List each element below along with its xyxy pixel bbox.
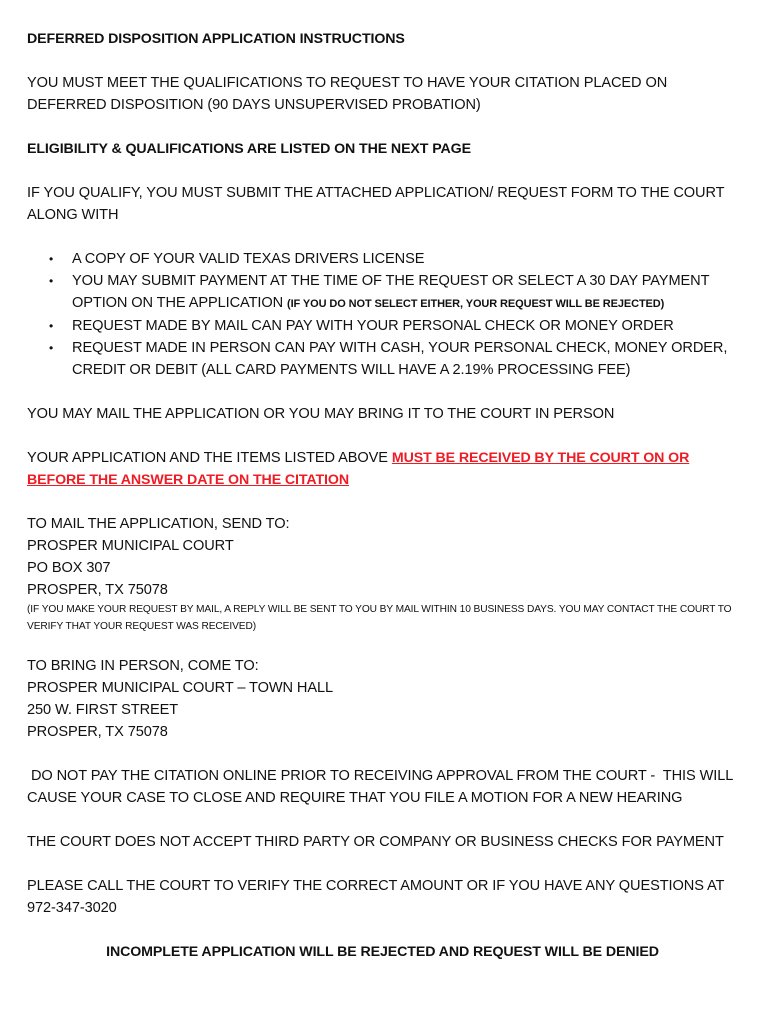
list-item-text: A COPY OF YOUR VALID TEXAS DRIVERS LICENSE <box>72 251 425 267</box>
mail-address-block <box>27 513 747 601</box>
final-warning: INCOMPLETE APPLICATION WILL BE REJECTED AND REQUEST WILL BE DENIED <box>106 944 659 960</box>
call-paragraph: PLEASE CALL THE COURT TO VERIFY THE CORRECT AMOUNT OR IF YOU HAVE ANY QUESTIONS AT 972-347-3020 <box>27 878 725 916</box>
deadline-emphasis: MUST BE RECEIVED BY THE COURT ON OR BEFORE THE ANSWER DATE ON THE CITATION <box>27 450 690 488</box>
bullet-icon: • <box>49 341 54 355</box>
mail-note: (IF YOU MAKE YOUR REQUEST BY MAIL, A REPLY WILL BE SENT TO YOU BY MAIL WITHIN 10 BUSINESS DAYS. YOU MAY CONTACT THE COURT TO VERIFY THAT YOUR REQUEST WAS RECEIVED) <box>27 604 732 632</box>
document-title: DEFERRED DISPOSITION APPLICATION INSTRUCTIONS <box>27 31 405 47</box>
bullet-icon: • <box>49 319 54 333</box>
deadline-text: YOUR APPLICATION AND THE ITEMS LISTED ABOVE <box>27 450 392 466</box>
in-person-address-line: PROSPER MUNICIPAL COURT – TOWN HALL <box>27 680 334 696</box>
list-item <box>49 270 747 315</box>
do-not-pay-paragraph: DO NOT PAY THE CITATION ONLINE PRIOR TO RECEIVING APPROVAL FROM THE COURT - THIS WILL CAUSE YOUR CASE TO CLOSE AND REQUIRE THAT YOU FILE A MOTION FOR A NEW HEARING <box>27 768 737 806</box>
rejection-note: (IF YOU DO NOT SELECT EITHER, YOUR REQUEST WILL BE REJECTED) <box>287 298 665 310</box>
list-item <box>49 248 747 270</box>
list-item <box>49 315 747 337</box>
document-page <box>27 28 747 963</box>
mail-or-person-paragraph: YOU MAY MAIL THE APPLICATION OR YOU MAY BRING IT TO THE COURT IN PERSON <box>27 406 615 422</box>
in-person-address-block <box>27 655 747 743</box>
bullet-icon: • <box>49 252 54 266</box>
mail-heading: TO MAIL THE APPLICATION, SEND TO: <box>27 516 290 532</box>
intro-paragraph: YOU MUST MEET THE QUALIFICATIONS TO REQUEST TO HAVE YOUR CITATION PLACED ON DEFERRED DISPOSITION (90 DAYS UNSUPERVISED PROBATION) <box>27 75 668 113</box>
requirements-list <box>27 248 747 381</box>
mail-address-line: PROSPER MUNICIPAL COURT <box>27 538 234 554</box>
eligibility-note: ELIGIBILITY & QUALIFICATIONS ARE LISTED ON THE NEXT PAGE <box>27 141 471 157</box>
deadline-paragraph <box>27 447 747 491</box>
no-third-party-paragraph: THE COURT DOES NOT ACCEPT THIRD PARTY OR COMPANY OR BUSINESS CHECKS FOR PAYMENT <box>27 834 724 850</box>
list-item-text: YOU MAY SUBMIT PAYMENT AT THE TIME OF THE REQUEST OR SELECT A 30 DAY PAYMENT OPTION ON THE APPLICATION <box>72 273 710 311</box>
in-person-address-line: PROSPER, TX 75078 <box>27 724 168 740</box>
in-person-heading: TO BRING IN PERSON, COME TO: <box>27 658 259 674</box>
mail-address-line: PROSPER, TX 75078 <box>27 582 168 598</box>
in-person-address-line: 250 W. FIRST STREET <box>27 702 179 718</box>
list-item-text: REQUEST MADE IN PERSON CAN PAY WITH CASH, YOUR PERSONAL CHECK, MONEY ORDER, CREDIT OR DEBIT (ALL CARD PAYMENTS WILL HAVE A 2.19% PROCESSING FEE) <box>72 340 728 378</box>
qualify-paragraph: IF YOU QUALIFY, YOU MUST SUBMIT THE ATTACHED APPLICATION/ REQUEST FORM TO THE COURT ALONG WITH <box>27 185 725 223</box>
list-item <box>49 337 747 381</box>
mail-address-line: PO BOX 307 <box>27 560 111 576</box>
list-item-text: REQUEST MADE BY MAIL CAN PAY WITH YOUR PERSONAL CHECK OR MONEY ORDER <box>72 318 674 334</box>
bullet-icon: • <box>49 274 54 288</box>
